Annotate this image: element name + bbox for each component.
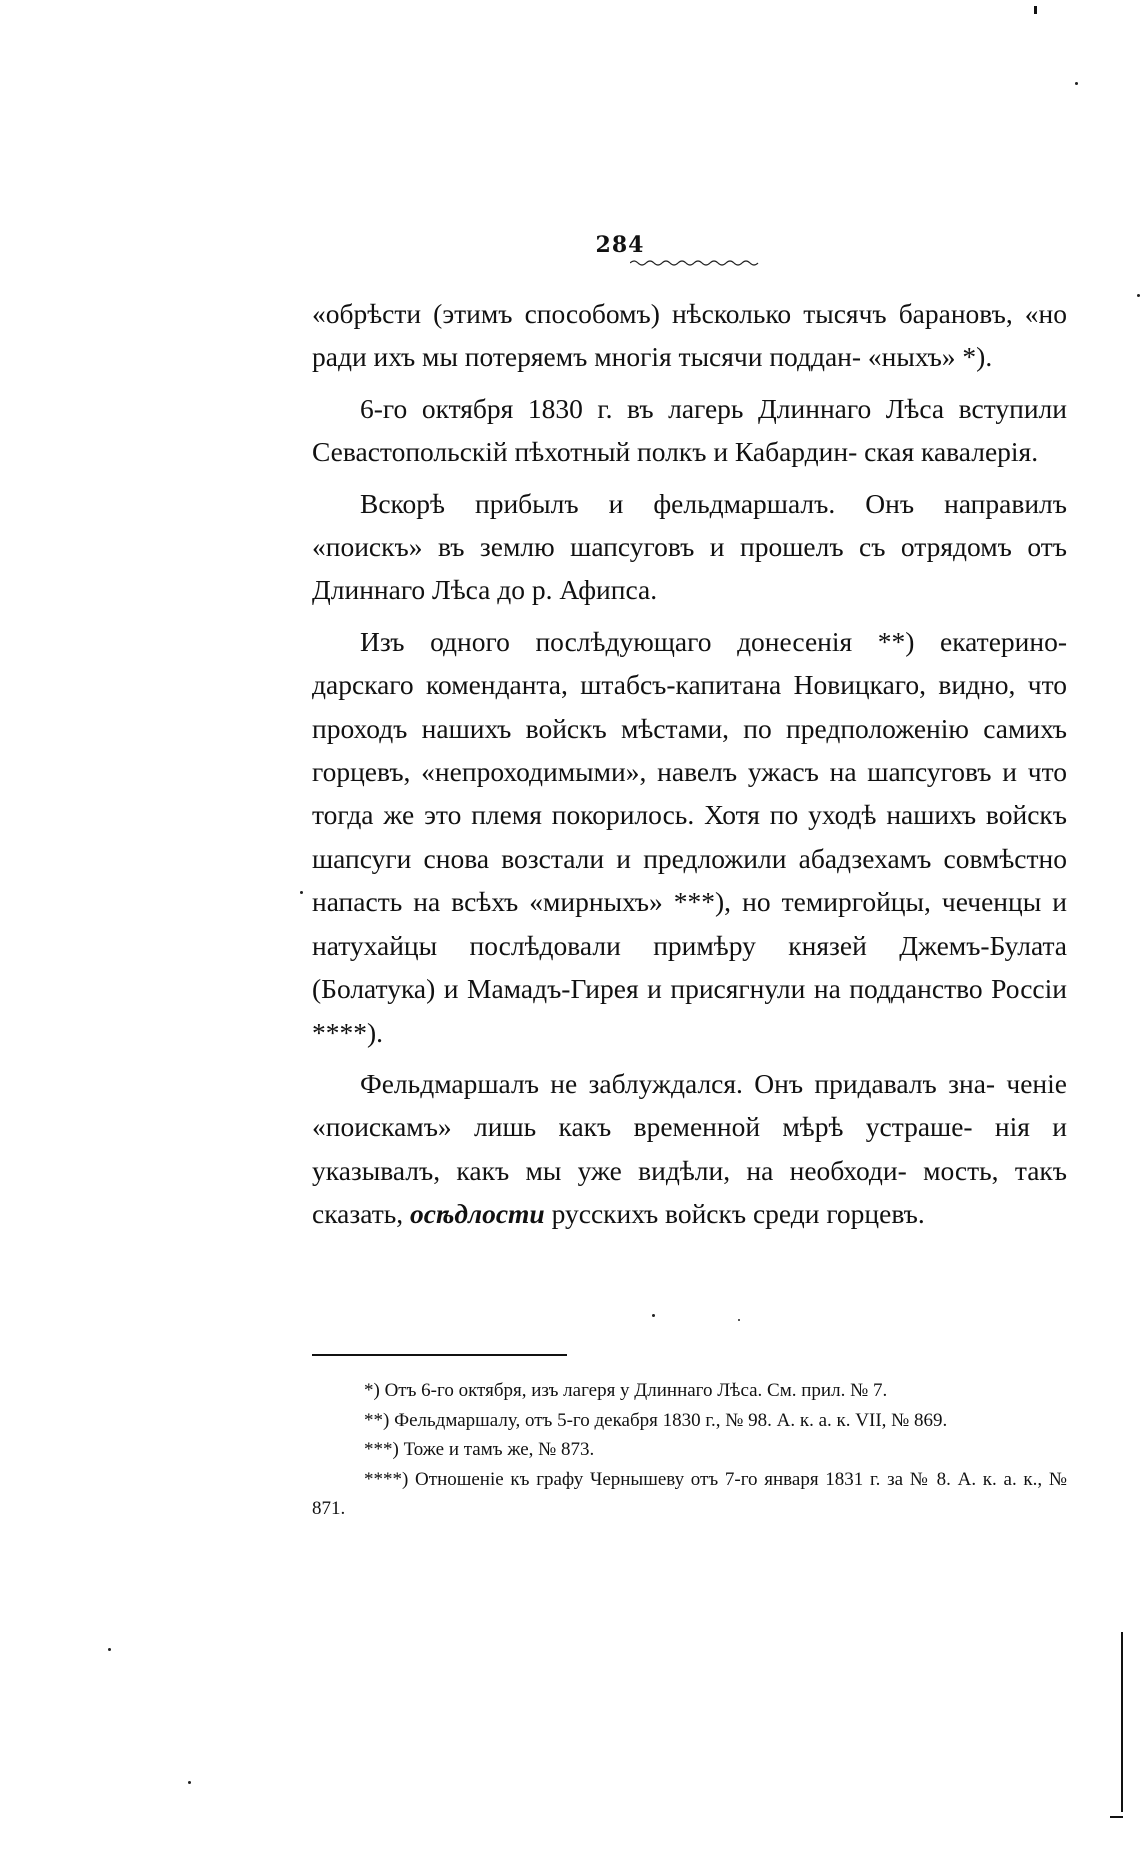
text-segment: «обрѣсти (этимъ способомъ) нѣсколько тысячъ барановъ, «но ради ихъ мы потеряемъ многія тысячи поддан- «ныхъ» *). bbox=[312, 298, 1067, 373]
text-segment: Изъ одного послѣдующаго донесенія **) екатерино- дарскаго коменданта, штабсъ-капитана Новицкаго, видно, что проходъ нашихъ войскъ мѣстами, по предположенію самихъ горцевъ, «непроходимыми», навелъ ужасъ на шапсуговъ и что тогда же это племя покорилось. Хотя по уходѣ нашихъ войскъ шапсуги снова возстали и предложили абадзехамъ совмѣстно напасть на всѣхъ «мирныхъ» ***), но темиргойцы, чеченцы и натухайцы послѣдовали примѣру князей Джемъ-Булата (Болатука) и Мамадъ-Гирея и присягнули на подданство Россіи ****). bbox=[312, 625, 1067, 1048]
scan-edge-mark bbox=[1121, 1632, 1123, 1812]
footnote: ***) Тоже и тамъ же, № 873. bbox=[364, 1439, 595, 1460]
text-segment: 6-го октября 1830 г. въ лагерь Длиннаго Лѣса вступили Севастопольскій пѣхотный полкъ и Кабардин- ская кавалерія. bbox=[312, 392, 1067, 468]
paragraph bbox=[312, 292, 1067, 379]
emphasized-word: осѣдлости bbox=[410, 1198, 545, 1230]
paragraph bbox=[312, 620, 1067, 1054]
scan-edge-mark bbox=[1110, 1816, 1123, 1818]
text-segment: Фельдмаршалъ не заблуждался. Онъ придавалъ зна- ченіе «поискамъ» лишь какъ временной мѣрѣ устраше- нія и указывалъ, какъ мы уже видѣли, на необходи- мость, такъ сказать, bbox=[312, 1067, 1067, 1230]
paragraph bbox=[312, 482, 1067, 612]
paragraph bbox=[312, 387, 1067, 474]
scan-speck bbox=[1075, 82, 1078, 85]
main-text bbox=[312, 292, 1067, 1244]
scan-speck bbox=[738, 1319, 740, 1321]
text-segment: русскихъ войскъ среди горцевъ. bbox=[544, 1198, 925, 1230]
scan-speck bbox=[300, 891, 303, 894]
footnotes bbox=[312, 1376, 1067, 1524]
footnote: ****) Отношеніе къ графу Чернышеву отъ 7-го января 1831 г. за № 8. А. к. а. к., № 871. bbox=[312, 1468, 1067, 1519]
scan-speck bbox=[108, 1648, 111, 1651]
text-segment: Вскорѣ прибылъ и фельдмаршалъ. Онъ направилъ «поискъ» въ землю шапсуговъ и прошелъ съ отрядомъ отъ Длиннаго Лѣса до р. Афипса. bbox=[312, 487, 1067, 606]
paragraph bbox=[312, 1062, 1067, 1236]
footnote: **) Фельдмаршалу, отъ 5-го декабря 1830 г., № 98. А. к. а. к. VII, № 869. bbox=[364, 1409, 948, 1431]
page-number-ornament bbox=[630, 258, 760, 268]
footnote-separator bbox=[312, 1354, 567, 1356]
footnote: *) Отъ 6-го октября, изъ лагеря у Длиннаго Лѣса. См. прил. № 7. bbox=[364, 1380, 888, 1401]
page-number: 284 bbox=[595, 232, 645, 258]
scan-speck bbox=[188, 1781, 191, 1784]
scan-speck bbox=[652, 1314, 655, 1317]
scan-edge-mark bbox=[1034, 6, 1037, 14]
